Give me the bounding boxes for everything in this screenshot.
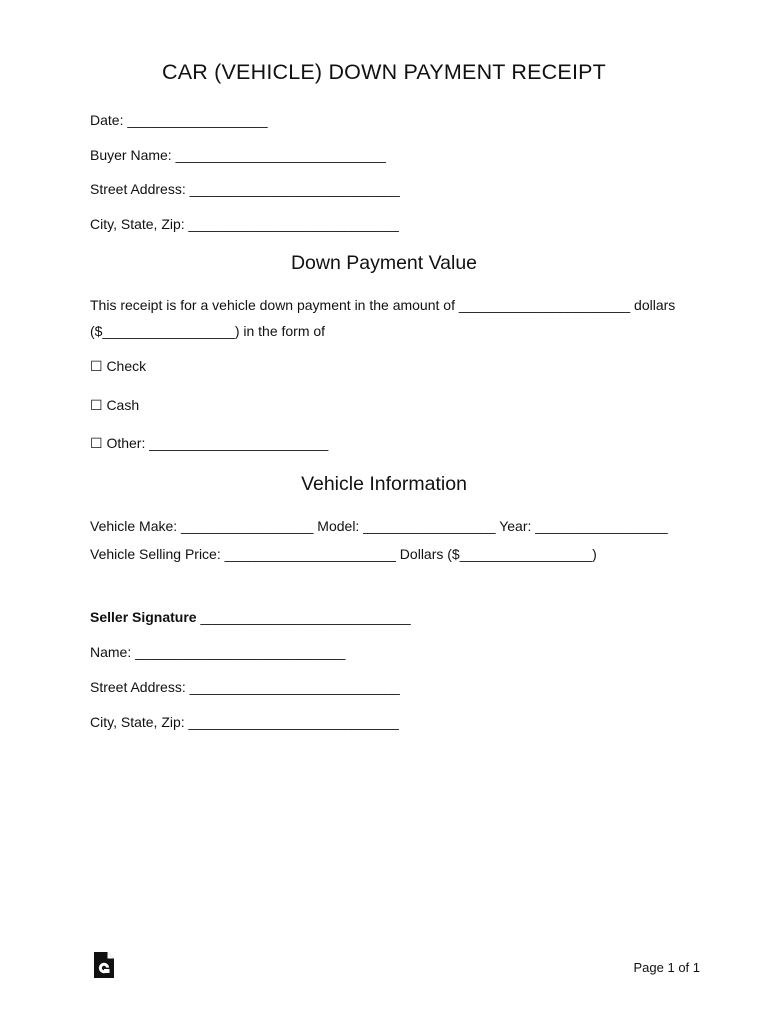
buyer-name-field: Buyer Name: ___________________________ <box>90 147 386 163</box>
vehicle-make-model-year-line: Vehicle Make: _________________ Model: _________________ Year: _________________ <box>90 518 668 534</box>
seller-signature-line: ___________________________ <box>196 609 411 625</box>
buyer-street-field: Street Address: ___________________________ <box>90 181 400 197</box>
buyer-date-field: Date: __________________ <box>90 112 268 128</box>
payment-form-line: ($_________________) in the form of <box>90 323 326 339</box>
down-payment-heading: Down Payment Value <box>290 252 478 274</box>
option-check: ☐ Check <box>90 358 147 374</box>
page-number: Page 1 of 1 <box>633 960 700 975</box>
seller-street-field: Street Address: ___________________________ <box>90 679 400 695</box>
document-title: CAR (VEHICLE) DOWN PAYMENT RECEIPT <box>161 60 606 84</box>
seller-signature-label: Seller Signature <box>90 609 197 625</box>
seller-name-field: Name: ___________________________ <box>90 644 346 660</box>
vehicle-price-line: Vehicle Selling Price: ______________________ Dollars ($_________________) <box>90 546 597 562</box>
option-cash: ☐ Cash <box>90 397 140 413</box>
seller-city-field: City, State, Zip: ___________________________ <box>90 714 399 730</box>
payment-amount-line: This receipt is for a vehicle down payment in the amount of ______________________ dollars <box>90 297 676 313</box>
option-other: ☐ Other: _______________________ <box>90 435 329 451</box>
eforms-document-icon <box>94 952 114 978</box>
buyer-city-field: City, State, Zip: ___________________________ <box>90 216 399 232</box>
vehicle-information-heading: Vehicle Information <box>301 473 467 495</box>
seller-signature-field <box>90 609 411 625</box>
